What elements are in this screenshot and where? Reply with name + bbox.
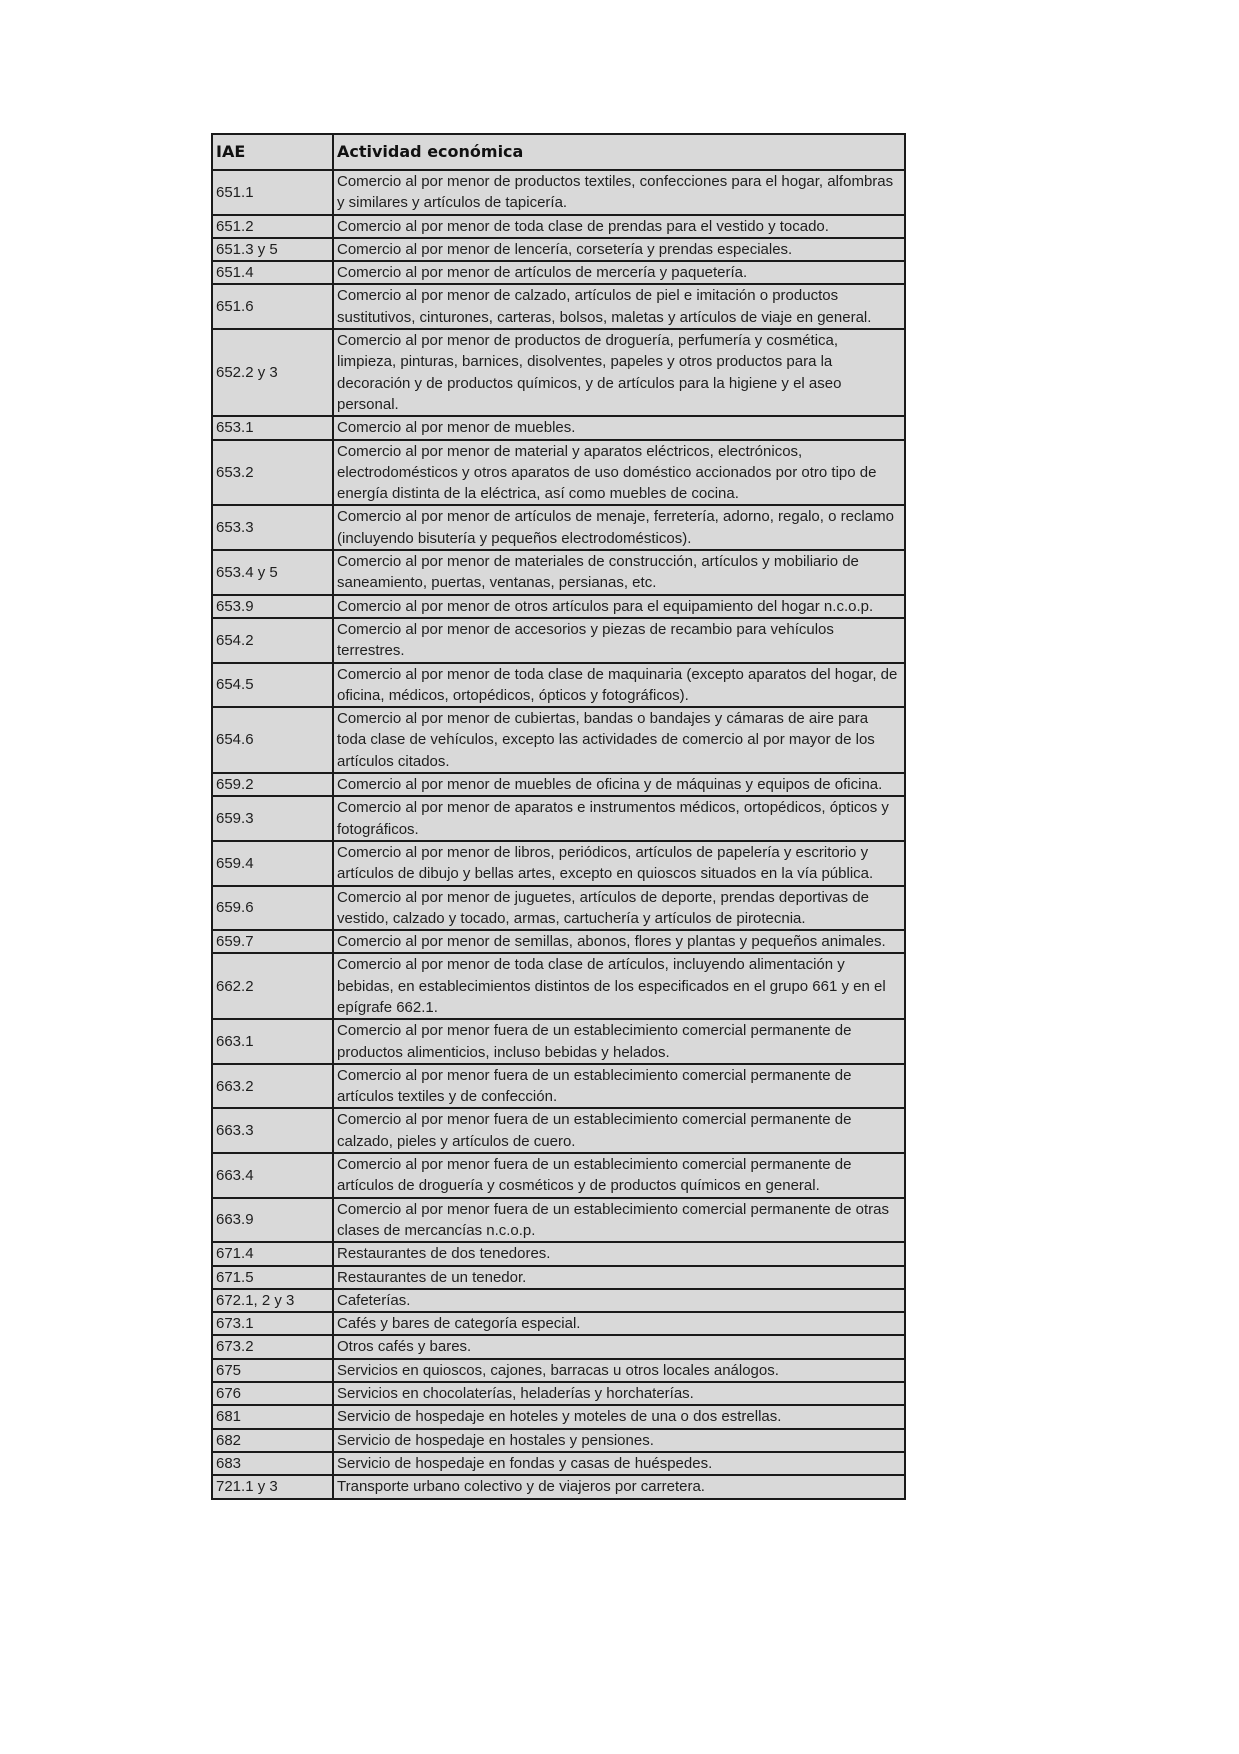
activity-description-cell: Servicio de hospedaje en fondas y casas de huéspedes. xyxy=(333,1452,905,1475)
iae-code-cell: 662.2 xyxy=(212,953,333,1019)
activity-description-cell: Comercio al por menor fuera de un establecimiento comercial permanente de calzado, pieles y artículos de cuero. xyxy=(333,1108,905,1153)
table-row xyxy=(212,215,905,238)
activity-description-cell: Comercio al por menor de toda clase de prendas para el vestido y tocado. xyxy=(333,215,905,238)
iae-code-cell: 653.9 xyxy=(212,595,333,618)
activity-description-cell: Servicios en chocolaterías, heladerías y horchaterías. xyxy=(333,1382,905,1405)
table-row xyxy=(212,1359,905,1382)
table-row xyxy=(212,1452,905,1475)
iae-code-cell: 659.2 xyxy=(212,773,333,796)
table-row xyxy=(212,261,905,284)
table-row xyxy=(212,1475,905,1498)
activity-description-cell: Comercio al por menor de toda clase de maquinaria (excepto aparatos del hogar, de oficina, médicos, ortopédicos, ópticos y fotográficos). xyxy=(333,663,905,708)
iae-code-cell: 659.7 xyxy=(212,930,333,953)
table-row xyxy=(212,953,905,1019)
table-row xyxy=(212,663,905,708)
activity-description-cell: Comercio al por menor fuera de un establecimiento comercial permanente de otras clases de mercancías n.c.o.p. xyxy=(333,1198,905,1243)
iae-activity-table xyxy=(211,133,906,1500)
activity-description-cell: Comercio al por menor de libros, periódicos, artículos de papelería y escritorio y artículos de dibujo y bellas artes, excepto en quioscos situados en la vía pública. xyxy=(333,841,905,886)
iae-code-cell: 651.3 y 5 xyxy=(212,238,333,261)
activity-description-cell: Comercio al por menor de lencería, corsetería y prendas especiales. xyxy=(333,238,905,261)
activity-description-cell: Servicio de hospedaje en hoteles y moteles de una o dos estrellas. xyxy=(333,1405,905,1428)
iae-code-cell: 672.1, 2 y 3 xyxy=(212,1289,333,1312)
table-row xyxy=(212,1242,905,1265)
iae-code-cell: 659.3 xyxy=(212,796,333,841)
table-row xyxy=(212,550,905,595)
table-row xyxy=(212,1198,905,1243)
table-row xyxy=(212,505,905,550)
iae-code-cell: 682 xyxy=(212,1429,333,1452)
iae-code-cell: 671.5 xyxy=(212,1266,333,1289)
activity-description-cell: Comercio al por menor de artículos de mercería y paquetería. xyxy=(333,261,905,284)
iae-code-cell: 663.1 xyxy=(212,1019,333,1064)
activity-description-cell: Cafeterías. xyxy=(333,1289,905,1312)
table-row xyxy=(212,841,905,886)
table-row xyxy=(212,1382,905,1405)
iae-code-cell: 654.2 xyxy=(212,618,333,663)
iae-code-cell: 653.2 xyxy=(212,440,333,506)
activity-description-cell: Comercio al por menor de productos de droguería, perfumería y cosmética, limpieza, pinturas, barnices, disolventes, papeles y otros productos para la decoración y de productos químicos, y de artículos para la higiene y el aseo personal. xyxy=(333,329,905,416)
activity-description-cell: Comercio al por menor de toda clase de artículos, incluyendo alimentación y bebidas, en establecimientos distintos de los especificados en el grupo 661 y en el epígrafe 662.1. xyxy=(333,953,905,1019)
iae-code-cell: 671.4 xyxy=(212,1242,333,1265)
activity-description-cell: Comercio al por menor de muebles. xyxy=(333,416,905,439)
table-row xyxy=(212,1266,905,1289)
iae-code-cell: 652.2 y 3 xyxy=(212,329,333,416)
table-header-row xyxy=(212,134,905,170)
iae-code-cell: 673.2 xyxy=(212,1335,333,1358)
activity-description-cell: Cafés y bares de categoría especial. xyxy=(333,1312,905,1335)
activity-description-cell: Comercio al por menor fuera de un establecimiento comercial permanente de artículos textiles y de confección. xyxy=(333,1064,905,1109)
activity-description-cell: Comercio al por menor de otros artículos para el equipamiento del hogar n.c.o.p. xyxy=(333,595,905,618)
activity-description-cell: Comercio al por menor fuera de un establecimiento comercial permanente de productos alimenticios, incluso bebidas y helados. xyxy=(333,1019,905,1064)
iae-code-cell: 659.4 xyxy=(212,841,333,886)
iae-code-cell: 683 xyxy=(212,1452,333,1475)
activity-description-cell: Comercio al por menor de semillas, abonos, flores y plantas y pequeños animales. xyxy=(333,930,905,953)
activity-description-cell: Comercio al por menor de productos textiles, confecciones para el hogar, alfombras y similares y artículos de tapicería. xyxy=(333,170,905,215)
table-row xyxy=(212,170,905,215)
table-row xyxy=(212,707,905,773)
iae-code-cell: 676 xyxy=(212,1382,333,1405)
iae-code-cell: 654.6 xyxy=(212,707,333,773)
iae-code-cell: 653.4 y 5 xyxy=(212,550,333,595)
table-row xyxy=(212,1312,905,1335)
iae-code-cell: 675 xyxy=(212,1359,333,1382)
iae-code-cell: 651.4 xyxy=(212,261,333,284)
table-row xyxy=(212,1064,905,1109)
activity-description-cell: Comercio al por menor de juguetes, artículos de deporte, prendas deportivas de vestido, calzado y tocado, armas, cartuchería y artículos de pirotecnia. xyxy=(333,886,905,931)
table-row xyxy=(212,1429,905,1452)
activity-description-cell: Comercio al por menor de cubiertas, bandas o bandajes y cámaras de aire para toda clase de vehículos, excepto las actividades de comercio al por mayor de los artículos citados. xyxy=(333,707,905,773)
activity-description-cell: Servicio de hospedaje en hostales y pensiones. xyxy=(333,1429,905,1452)
activity-description-cell: Comercio al por menor de muebles de oficina y de máquinas y equipos de oficina. xyxy=(333,773,905,796)
iae-code-cell: 653.1 xyxy=(212,416,333,439)
table-row xyxy=(212,773,905,796)
table-row xyxy=(212,1289,905,1312)
iae-code-cell: 663.4 xyxy=(212,1153,333,1198)
iae-code-cell: 663.9 xyxy=(212,1198,333,1243)
activity-description-cell: Comercio al por menor de accesorios y piezas de recambio para vehículos terrestres. xyxy=(333,618,905,663)
table-row xyxy=(212,1019,905,1064)
activity-description-cell: Transporte urbano colectivo y de viajeros por carretera. xyxy=(333,1475,905,1498)
column-header-activity: Actividad económica xyxy=(333,134,905,170)
table-row xyxy=(212,1405,905,1428)
iae-code-cell: 673.1 xyxy=(212,1312,333,1335)
table-row xyxy=(212,329,905,416)
activity-description-cell: Comercio al por menor de materiales de construcción, artículos y mobiliario de saneamiento, puertas, ventanas, persianas, etc. xyxy=(333,550,905,595)
table-row xyxy=(212,284,905,329)
table-row xyxy=(212,930,905,953)
table-body xyxy=(212,170,905,1499)
column-header-iae: IAE xyxy=(212,134,333,170)
activity-description-cell: Restaurantes de dos tenedores. xyxy=(333,1242,905,1265)
activity-description-cell: Restaurantes de un tenedor. xyxy=(333,1266,905,1289)
activity-description-cell: Comercio al por menor de calzado, artículos de piel e imitación o productos sustitutivos, cinturones, carteras, bolsos, maletas y artículos de viaje en general. xyxy=(333,284,905,329)
iae-code-cell: 654.5 xyxy=(212,663,333,708)
table-row xyxy=(212,238,905,261)
iae-code-cell: 721.1 y 3 xyxy=(212,1475,333,1498)
activity-description-cell: Comercio al por menor fuera de un establecimiento comercial permanente de artículos de droguería y cosméticos y de productos químicos en general. xyxy=(333,1153,905,1198)
table-row xyxy=(212,595,905,618)
iae-code-cell: 681 xyxy=(212,1405,333,1428)
activity-description-cell: Comercio al por menor de material y aparatos eléctricos, electrónicos, electrodomésticos y otros aparatos de uso doméstico accionados por otro tipo de energía distinta de la eléctrica, así como muebles de cocina. xyxy=(333,440,905,506)
activity-description-cell: Servicios en quioscos, cajones, barracas u otros locales análogos. xyxy=(333,1359,905,1382)
activity-description-cell: Comercio al por menor de artículos de menaje, ferretería, adorno, regalo, o reclamo (incluyendo bisutería y pequeños electrodomésticos). xyxy=(333,505,905,550)
iae-code-cell: 659.6 xyxy=(212,886,333,931)
activity-description-cell: Otros cafés y bares. xyxy=(333,1335,905,1358)
activity-description-cell: Comercio al por menor de aparatos e instrumentos médicos, ortopédicos, ópticos y fotográficos. xyxy=(333,796,905,841)
table-row xyxy=(212,618,905,663)
iae-code-cell: 651.6 xyxy=(212,284,333,329)
table-row xyxy=(212,1108,905,1153)
table-row xyxy=(212,1335,905,1358)
iae-code-cell: 663.3 xyxy=(212,1108,333,1153)
table-row xyxy=(212,416,905,439)
iae-code-cell: 663.2 xyxy=(212,1064,333,1109)
iae-code-cell: 651.1 xyxy=(212,170,333,215)
table-row xyxy=(212,886,905,931)
table-row xyxy=(212,440,905,506)
iae-code-cell: 653.3 xyxy=(212,505,333,550)
table-row xyxy=(212,796,905,841)
table-row xyxy=(212,1153,905,1198)
iae-code-cell: 651.2 xyxy=(212,215,333,238)
